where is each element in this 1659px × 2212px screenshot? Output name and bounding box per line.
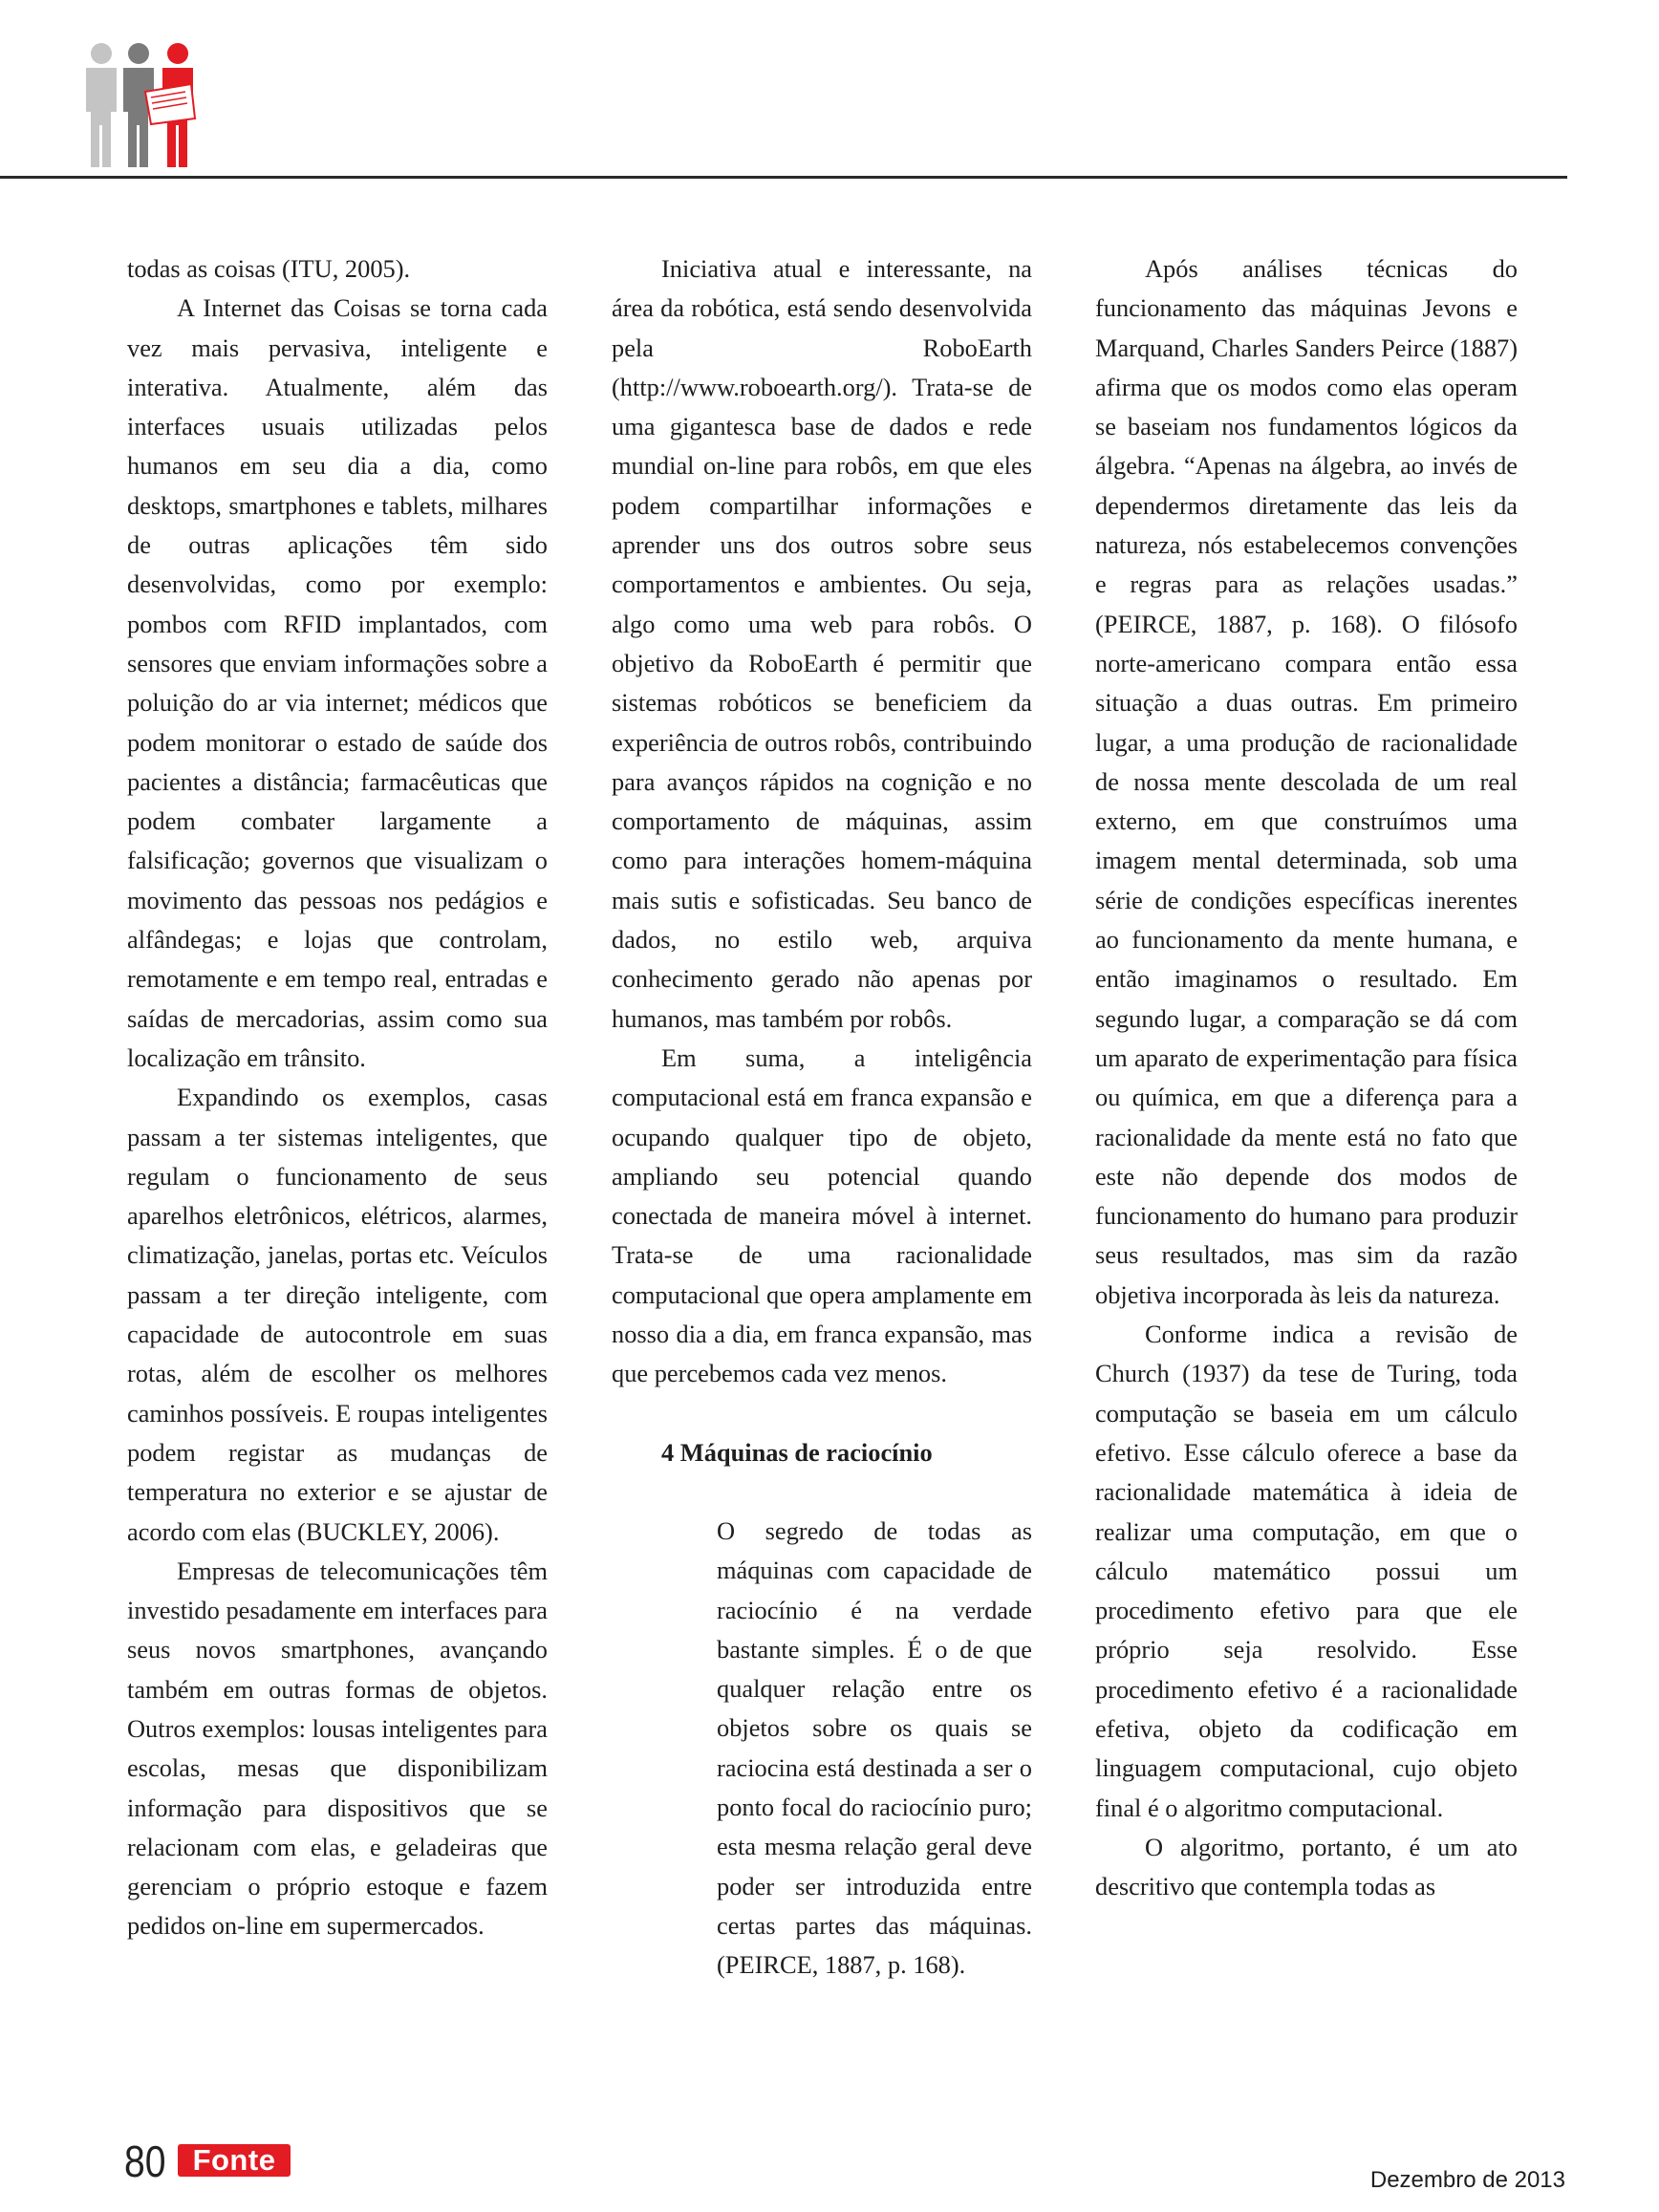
- text-column-3: [1095, 249, 1518, 1906]
- text-column-2: [612, 249, 1032, 1985]
- block-quote: [717, 1512, 1032, 1986]
- paragraph: Em suma, a inteligência computacional está em franca expansão e ocupando qualquer tipo de objeto, ampliando seu potencial quando conectada de maneira móvel à internet. Trata-se de uma racionalidade computacional que opera amplamente em nosso dia a dia, em franca expansão, mas que percebemos cada vez menos.: [612, 1042, 1032, 1388]
- page-number: 80: [124, 2137, 166, 2186]
- people-figures-icon: [78, 42, 222, 176]
- paragraph: Expandindo os exemplos, casas passam a ter sistemas inteligentes, que regulam o funcionamento de seus aparelhos eletrônicos, elétricos, alarmes, climatização, janelas, portas etc. Veículos passam a ter direção inteligente, com capacidade de autocontrole em suas rotas, além de escolher os melhores caminhos possíveis. E roupas inteligentes podem registar as mudanças de temperatura no exterior e se ajustar de acordo com elas (BUCKLEY, 2006).: [127, 1083, 548, 1546]
- quote-text: O segredo de todas as máquinas com capacidade de raciocínio é na verdade bastante simples. É o de que qualquer relação entre os objetos sobre os quais se raciocina está destinada a ser o ponto focal do raciocínio puro; esta mesma relação geral deve poder ser introduzida entre certas partes das máquinas. (PEIRCE, 1887, p. 168).: [717, 1515, 1032, 1980]
- paragraph: Iniciativa atual e interessante, na área da robótica, está sendo desenvolvida pela RoboEarth (http://www.roboearth.org/). Trata-se de uma gigantesca base de dados e rede mundial on-line para robôs, em que eles podem compartilhar informações e aprender uns dos outros sobre seus comportamentos e ambientes. Ou seja, algo como uma web para robôs. O objetivo da RoboEarth é permitir que sistemas robóticos se beneficiem da experiência de outros robôs, contribuindo para avanços rápidos na cognição e no comportamento de máquinas, assim como para interações homem-máquina mais sutis e sofisticadas. Seu banco de dados, no estilo web, arquiva conhecimento gerado não apenas por humanos, mas também por robôs.: [612, 254, 1032, 1033]
- paragraph: Conforme indica a revisão de Church (1937) da tese de Turing, toda computação se baseia em um cálculo efetivo. Esse cálculo oferece a base da racionalidade matemática à ideia de realizar uma computação, em que o cálculo matemático possui um procedimento efetivo para que ele próprio seja resolvido. Esse procedimento efetivo é a racionalidade efetiva, objeto da codificação em linguagem computacional, cujo objeto final é o algoritmo computacional.: [1095, 1320, 1518, 1822]
- brand-logo: Fonte: [178, 2144, 291, 2177]
- section-heading: 4 Máquinas de raciocínio: [661, 1437, 933, 1467]
- paragraph: Empresas de telecomunicações têm investido pesadamente em interfaces para seus novos smartphones, avançando também em outras formas de objetos. Outros exemplos: lousas inteligentes para escolas, mesas que disponibilizam informação para dispositivos que se relacionam com elas, e geladeiras que gerenciam o próprio estoque e fazem pedidos on-line em supermercados.: [127, 1556, 548, 1941]
- paragraph: todas as coisas (ITU, 2005).: [127, 254, 411, 283]
- issue-date: Dezembro de 2013: [1369, 2167, 1565, 2193]
- paragraph: A Internet das Coisas se torna cada vez mais pervasiva, inteligente e interativa. Atualmente, além das interfaces usuais utilizadas pelos humanos em seu dia a dia, como desktops, smartphones e tablets, milhares de outras aplicações têm sido desenvolvidas, como por exemplo: pombos com RFID implantados, com sensores que enviam informações sobre a poluição do ar via internet; médicos que podem monitorar o estado de saúde dos pacientes a distância; farmacêuticas que podem combater largamente a falsificação; governos que visualizam o movimento das pessoas nos pedágios e alfândegas; e lojas que controlam, remotamente e em tempo real, entradas e saídas de mercadorias, assim como sua localização em trânsito.: [127, 293, 548, 1072]
- text-column-1: [127, 249, 548, 1946]
- header-rule: [0, 176, 1567, 179]
- paragraph: Após análises técnicas do funcionamento das máquinas Jevons e Marquand, Charles Sanders Peirce (1887) afirma que os modos como elas operam se baseiam nos fundamentos lógicos da álgebra. “Apenas na álgebra, ao invés de dependermos diretamente das leis da natureza, nós estabelecemos convenções e regras para as relações usadas.” (PEIRCE, 1887, p. 168). O filósofo norte-americano compara então essa situação a duas outras. Em primeiro lugar, a uma produção de racionalidade de nossa mente descolada de um real externo, em que construímos uma imagem mental determinada, sob uma série de condições específicas inerentes ao funcionamento da mente humana, e então imaginamos o resultado. Em segundo lugar, a comparação se dá com um aparato de experimentação para física ou química, em que a diferença para a racionalidade da mente está no fato que este não depende dos modos de funcionamento do humano para produzir seus resultados, mas sim da razão objetiva incorporada às leis da natureza.: [1095, 254, 1518, 1309]
- paragraph: O algoritmo, portanto, é um ato descritivo que contempla todas as: [1095, 1832, 1518, 1901]
